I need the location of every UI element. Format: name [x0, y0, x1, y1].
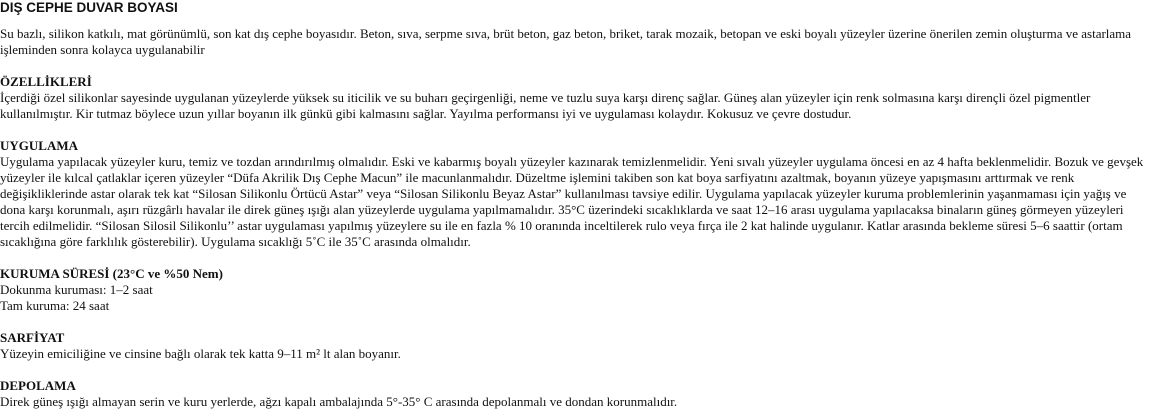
storage-text: Direk güneş ışığı almayan serin ve kuru yerlerde, ağzı kapalı ambalajında 5°-35° C arasında depolanmalı ve dondan korunmalıdır. [0, 394, 678, 409]
consumption-section [0, 330, 1150, 362]
consumption-heading: SARFİYAT [0, 330, 65, 345]
storage-section [0, 378, 1150, 410]
full-dry-line: Tam kuruma: 24 saat [0, 298, 110, 313]
features-heading: ÖZELLİKLERİ [0, 74, 92, 89]
application-text: Uygulama yapılacak yüzeyler kuru, temiz ve tozdan arındırılmış olmalıdır. Eski ve kabarmış boyalı yüzeyler kazınarak temizlenmelidir. Yeni sıvalı yüzeyler uygulama öncesi en az 4 hafta beklenmelidir. Bozuk ve gevşek yüzeyler ile kılcal çatlaklar içeren yüzeyler “Düfa Akrilik Dış Cephe Macun” ile macunlanmalıdır. Düzeltme işlemini takiben son kat boya sarfiyatını azaltmak, boyanın yüzeye yapışmasını arttırmak ve renk değişikliklerinde astar olarak tek kat “Silosan Silikonlu Örtücü Astar” veya “Silosan Silikonlu Beyaz Astar” kullanılması tavsiye edilir. Uygulama yapılacak yüzeyler kuruma problemlerinin yaşanmaması için yağış ve dona karşı korunmalı, aşırı rüzgârlı havalar ile direk güneş ışığı alan yüzeylerde uygulama yapılmamalıdır. 35°C üzerindeki sıcaklıklarda ve saat 12–16 arası uygulama yapılacaksa binaların güneş görmeyen yüzeyleri tercih edilmelidir. “Silosan Silosil Silikonlu’’ astar uygulaması yapılmış yüzeylere su ile en fazla % 10 oranında inceltilerek rulo veya fırça ile 2 kat halinde uygulanır. Katlar arasında bekleme süresi 5–6 saattir (ortam sıcaklığına göre farklılık gösterebilir). Uygulama sıcaklığı 5˚C ile 35˚C arasında olmalıdır. [0, 154, 1144, 249]
drying-section [0, 266, 1150, 314]
application-section [0, 138, 1150, 250]
consumption-text: Yüzeyin emiciliğine ve cinsine bağlı olarak tek katta 9–11 m² lt alan boyanır. [0, 346, 401, 361]
storage-heading: DEPOLAMA [0, 378, 76, 393]
application-heading: UYGULAMA [0, 138, 78, 153]
touch-dry-line: Dokunma kuruması: 1–2 saat [0, 282, 153, 297]
features-section [0, 74, 1150, 122]
drying-heading: KURUMA SÜRESİ (23°C ve %50 Nem) [0, 266, 223, 281]
intro-paragraph: Su bazlı, silikon katkılı, mat görünümlü, son kat dış cephe boyasıdır. Beton, sıva, serpme sıva, brüt beton, gaz beton, briket, tarak mozaik, betopan ve eski boyalı yüzeyler üzerine önerilen zemin oluşturma ve astarlama işleminden sonra kolayca uygulanabilir [0, 26, 1132, 57]
page-title: DIŞ CEPHE DUVAR BOYASI [0, 0, 178, 15]
features-text: İçerdiği özel silikonlar sayesinde uygulanan yüzeylerde yüksek su iticilik ve su buharı geçirgenliği, neme ve tuzlu suya karşı direnç sağlar. Güneş alan yüzeyler için renk solmasına karşı dirençli özel pigmentler kullanılmıştır. Kir tutmaz böylece uzun yıllar boyanın ilk günkü gibi kalmasını sağlar. Yayılma performansı iyi ve uygulaması kolaydır. Kokusuz ve çevre dostudur. [0, 90, 1091, 121]
